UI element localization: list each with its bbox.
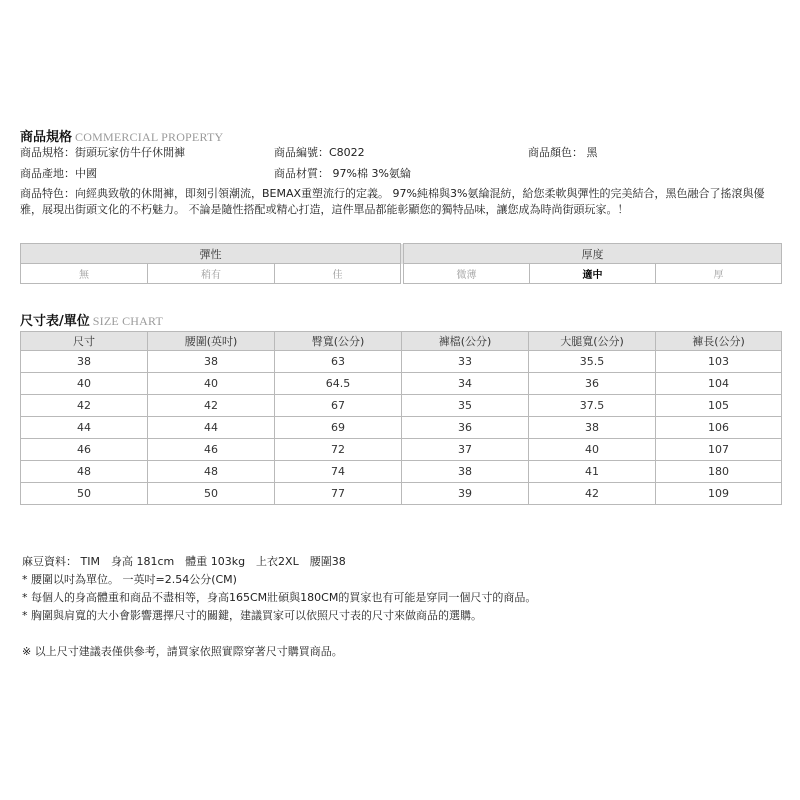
disclaimer: ※ 以上尺寸建議表僅供參考，請買家依照實際穿著尺寸購買商品。 [22,645,343,658]
table-row [21,483,782,505]
size-header-row [21,332,782,351]
rise-cell: 34 [402,373,529,395]
length-cell: 109 [656,483,782,505]
spec-section-title [20,126,223,145]
rise-cell: 39 [402,483,529,505]
size-title: 尺寸表/單位 [20,314,90,329]
table-row [21,373,782,395]
hip-cell: 67 [275,395,402,417]
hip-cell: 72 [275,439,402,461]
thigh-cell: 38 [529,417,656,439]
spec-feature: 商品特色：向經典致敬的休閒褲，即刻引領潮流，BEMAX重塑流行的定義。 97%純棉與3%氨綸混紡，給您柔軟與彈性的完美結合，黑色融合了搖滾與優雅，展現出街頭文化的不朽魅力。 不論是隨性搭配或精心打造，這件單品都能彰顯您的獨特品味，讓您成為時尚街頭玩家。！ [20,187,765,216]
size-cell: 50 [21,483,148,505]
spec-subtitle: COMMERCIAL PROPERTY [75,130,224,144]
thigh-cell: 35.5 [529,351,656,373]
property-table [20,243,782,284]
thigh-cell: 41 [529,461,656,483]
note-body-size: * 每個人的身高體重和商品不盡相等，身高165CM壯碩與180CM的買家也有可能是穿同一個尺寸的商品。 [22,591,537,604]
hip-cell: 63 [275,351,402,373]
rise-cell: 35 [402,395,529,417]
table-row [21,395,782,417]
length-cell: 107 [656,439,782,461]
thickness-header: 厚度 [404,244,782,264]
rise-cell: 36 [402,417,529,439]
note-chest-shoulder: * 胸圍與肩寬的大小會影響選擇尺寸的關鍵，建議買家可以依照尺寸表的尺寸來做商品的選購。 [22,609,482,622]
waist-cell: 46 [148,439,275,461]
elasticity-option: 佳 [275,264,401,284]
waist-cell: 40 [148,373,275,395]
size-cell: 44 [21,417,148,439]
note-waist-unit: * 腰圍以吋為單位。 一英吋=2.54公分(CM) [22,573,237,586]
thickness-option: 微薄 [404,264,530,284]
size-table [20,331,782,505]
size-cell: 48 [21,461,148,483]
spec-title: 商品規格 [20,130,73,145]
property-header-row [21,244,782,264]
thickness-option: 厚 [656,264,782,284]
length-cell: 106 [656,417,782,439]
waist-cell: 44 [148,417,275,439]
spec-code: 商品編號：C8022 [274,146,365,159]
property-options-row [21,264,782,284]
size-cell: 42 [21,395,148,417]
size-section-title [20,310,163,329]
size-header-cell: 褲長(公分) [656,332,782,351]
rise-cell: 37 [402,439,529,461]
thickness-option-selected: 適中 [530,264,656,284]
elasticity-option: 無 [21,264,148,284]
thigh-cell: 36 [529,373,656,395]
thigh-cell: 42 [529,483,656,505]
spec-origin: 商品產地：中國 [20,167,97,180]
size-header-cell: 尺寸 [21,332,148,351]
thigh-cell: 37.5 [529,395,656,417]
table-row [21,417,782,439]
size-header-cell: 大腿寬(公分) [529,332,656,351]
hip-cell: 74 [275,461,402,483]
size-cell: 40 [21,373,148,395]
rise-cell: 33 [402,351,529,373]
thigh-cell: 40 [529,439,656,461]
elasticity-option: 稍有 [148,264,275,284]
size-header-cell: 褲檔(公分) [402,332,529,351]
table-row [21,461,782,483]
spec-style: 商品規格：街頭玩家仿牛仔休閒褲 [20,146,185,159]
size-header-cell: 臀寬(公分) [275,332,402,351]
size-cell: 46 [21,439,148,461]
size-header-cell: 腰圍(英吋) [148,332,275,351]
size-subtitle: SIZE CHART [92,314,164,328]
table-row [21,351,782,373]
hip-cell: 77 [275,483,402,505]
elasticity-header: 彈性 [21,244,401,264]
length-cell: 103 [656,351,782,373]
waist-cell: 48 [148,461,275,483]
waist-cell: 42 [148,395,275,417]
waist-cell: 38 [148,351,275,373]
length-cell: 180 [656,461,782,483]
table-row [21,439,782,461]
spec-color: 商品顏色： 黑 [528,146,598,159]
rise-cell: 38 [402,461,529,483]
size-cell: 38 [21,351,148,373]
length-cell: 105 [656,395,782,417]
length-cell: 104 [656,373,782,395]
hip-cell: 69 [275,417,402,439]
hip-cell: 64.5 [275,373,402,395]
waist-cell: 50 [148,483,275,505]
spec-material: 商品材質： 97%棉 3%氨綸 [274,167,411,180]
model-info: 麻豆資料： TIM 身高 181cm 體重 103kg 上衣2XL 腰圍38 [22,555,346,568]
